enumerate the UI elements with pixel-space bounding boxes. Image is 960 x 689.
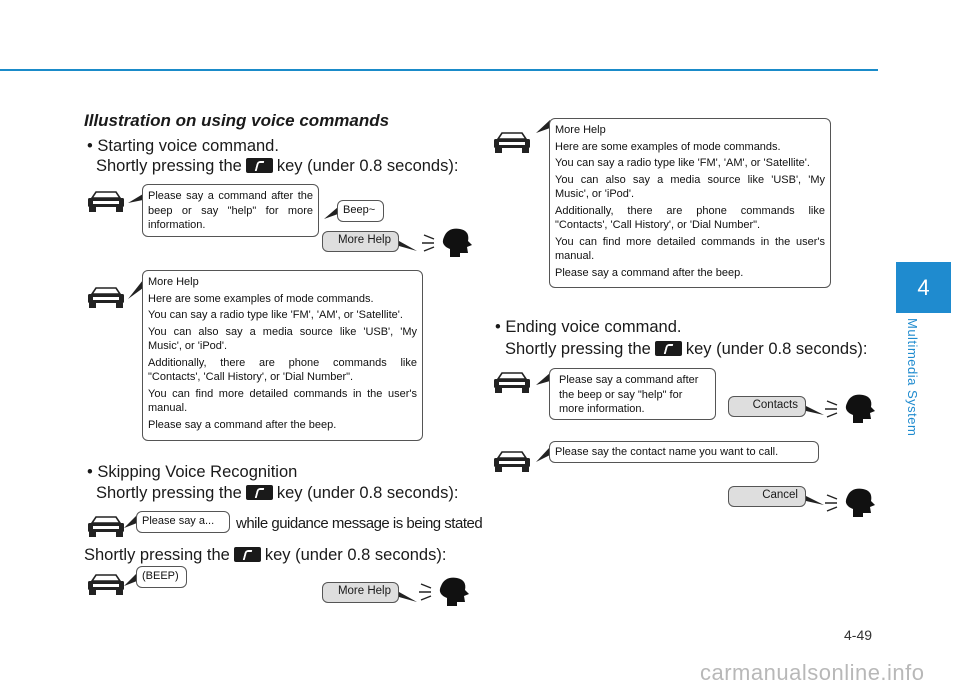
- car-icon: [88, 288, 124, 308]
- chapter-title: Multimedia System: [905, 318, 920, 437]
- bullet-start: • Starting voice command.: [87, 137, 279, 155]
- skip2-instruction: Shortly pressing the key (under 0.8 seconds):: [84, 546, 447, 564]
- watermark: carmanualsonline.info: [700, 660, 925, 685]
- more-help-reply-1: More Help: [322, 231, 399, 252]
- car-icon: [88, 517, 124, 537]
- speaker-head-icon: [422, 229, 472, 257]
- contacts-reply: Contacts: [728, 396, 806, 417]
- prompt-bubble-1: Please say a command after the beep or say "help" for more information.: [142, 184, 319, 237]
- section-heading: Illustration on using voice commands: [84, 111, 390, 130]
- car-icon: [88, 192, 124, 212]
- chapter-tab: 4: [896, 262, 951, 313]
- contact-name-bubble: Please say the contact name you want to call.: [549, 441, 819, 463]
- please-say-bubble: Please say a...: [136, 511, 230, 533]
- start-instruction: Shortly pressing the key (under 0.8 seconds):: [96, 157, 459, 175]
- skip-instruction: Shortly pressing the key (under 0.8 seconds):: [96, 484, 459, 502]
- more-help-reply-2: More Help: [322, 582, 399, 603]
- voice-key-icon: [246, 485, 273, 500]
- help-bubble-right: More Help Here are some examples of mode commands. You can say a radio type like 'FM', 'AM', or 'Satellite'. You can also say a media source like 'USB', 'My Music', or 'iPod'. Additionally, there are phone commands like "Contacts', 'Call History', or 'Dial Number". You can find more detailed commands in the user's manual. Please say a command after the beep.: [549, 118, 831, 288]
- beep2-bubble: (BEEP): [136, 566, 187, 588]
- help-bubble-left: More Help Here are some examples of mode commands. You can say a radio type like 'FM', 'AM', or 'Satellite'. You can also say a media source like 'USB', 'My Music', or 'iPod'. Additionally, there are phone commands like "Contacts', 'Call History', or 'Dial Number". You can find more detailed commands in the user's manual. Please say a command after the beep.: [142, 270, 423, 441]
- top-rule: [0, 69, 878, 71]
- car-icon: [88, 575, 124, 595]
- bullet-end: • Ending voice command.: [495, 318, 682, 336]
- speaker-head-icon: [825, 395, 875, 423]
- car-icon: [494, 133, 530, 153]
- car-icon: [494, 452, 530, 472]
- voice-key-icon: [655, 341, 682, 356]
- bullet-skip: • Skipping Voice Recognition: [87, 463, 298, 481]
- voice-key-icon: [234, 547, 261, 562]
- page-number: 4-49: [844, 627, 873, 643]
- car-icon: [494, 373, 530, 393]
- while-stated-text: while guidance message is being stated: [236, 515, 483, 532]
- beep-bubble: Beep~: [337, 200, 384, 222]
- speaker-head-icon: [825, 489, 875, 517]
- end-instruction: Shortly pressing the key (under 0.8 seconds):: [505, 340, 868, 358]
- speaker-head-icon: [419, 578, 469, 606]
- cancel-reply: Cancel: [728, 486, 806, 507]
- voice-key-icon: [246, 158, 273, 173]
- prompt-bubble-2: Please say a command after the beep or say "help" for more information.: [549, 368, 716, 420]
